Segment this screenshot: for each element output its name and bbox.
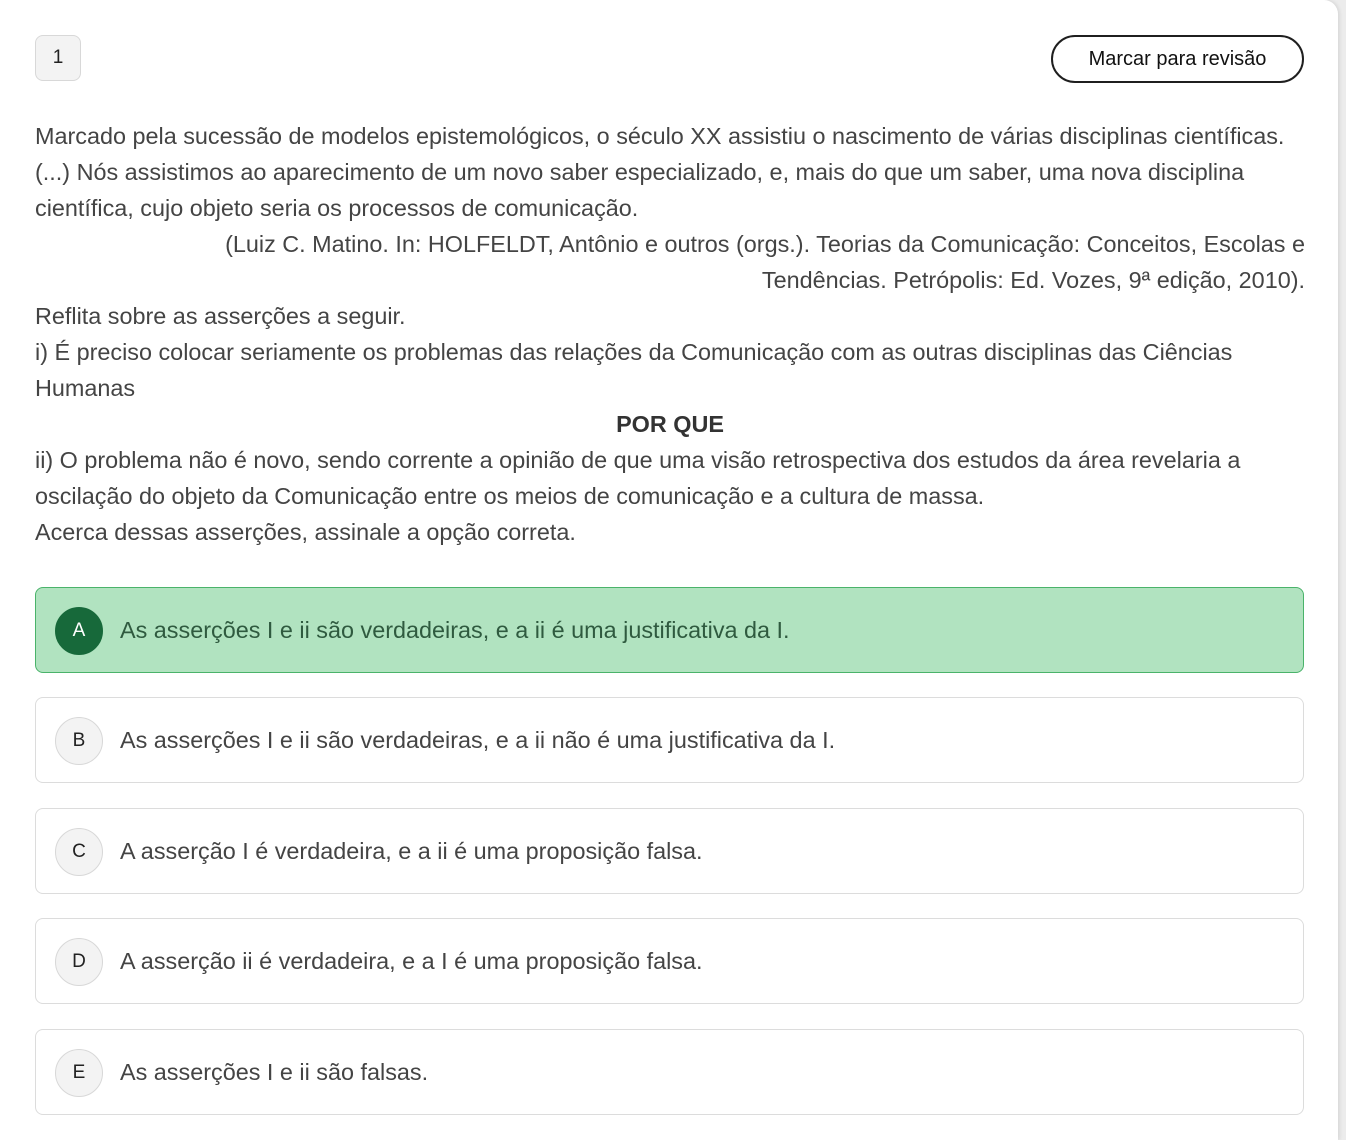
option-letter-b: B [55, 717, 103, 765]
option-e[interactable] [35, 1029, 1304, 1115]
option-text-a: As asserções I e ii são verdadeiras, e a ii é uma justificativa da I. [120, 616, 790, 643]
option-d[interactable] [35, 918, 1304, 1004]
statement-citation: (Luiz C. Matino. In: HOLFELDT, Antônio e outros (orgs.). Teorias da Comunicação: Conceitos, Escolas e Tendências. Petrópolis: Ed. Vozes, 9ª edição, 2010). [225, 231, 1305, 293]
statement-reflect: Reflita sobre as asserções a seguir. [35, 303, 406, 329]
option-c[interactable] [35, 808, 1304, 894]
assertion-connector: POR QUE [616, 411, 724, 437]
mark-for-review-button[interactable]: Marcar para revisão [1051, 35, 1304, 83]
question-statement [35, 118, 1305, 550]
option-text-e: As asserções I e ii são falsas. [120, 1058, 429, 1085]
option-letter-e: E [55, 1049, 103, 1097]
option-letter-a: A [55, 607, 103, 655]
option-a[interactable] [35, 587, 1304, 673]
option-text-d: A asserção ii é verdadeira, e a I é uma proposição falsa. [120, 947, 703, 974]
option-letter-c: C [55, 828, 103, 876]
option-text-c: A asserção I é verdadeira, e a ii é uma proposição falsa. [120, 837, 703, 864]
statement-prompt: Acerca dessas asserções, assinale a opção correta. [35, 519, 576, 545]
assertion-ii: ii) O problema não é novo, sendo corrente a opinião de que uma visão retrospectiva dos estudos da área revelaria a oscilação do objeto da Comunicação entre os meios de comunicação e a cultura de massa. [35, 447, 1241, 509]
assertion-i: i) É preciso colocar seriamente os problemas das relações da Comunicação com as outras disciplinas das Ciências Humanas [35, 339, 1233, 401]
option-letter-d: D [55, 938, 103, 986]
option-b[interactable] [35, 697, 1304, 783]
statement-intro: Marcado pela sucessão de modelos epistemológicos, o século XX assistiu o nascimento de várias disciplinas científicas. (...) Nós assistimos ao aparecimento de um novo saber especializado, e, mais do que um saber, uma nova disciplina científica, cujo objeto seria os processos de comunicação. [35, 123, 1285, 221]
question-number-badge: 1 [35, 35, 81, 81]
option-text-b: As asserções I e ii são verdadeiras, e a ii não é uma justificativa da I. [120, 726, 836, 753]
